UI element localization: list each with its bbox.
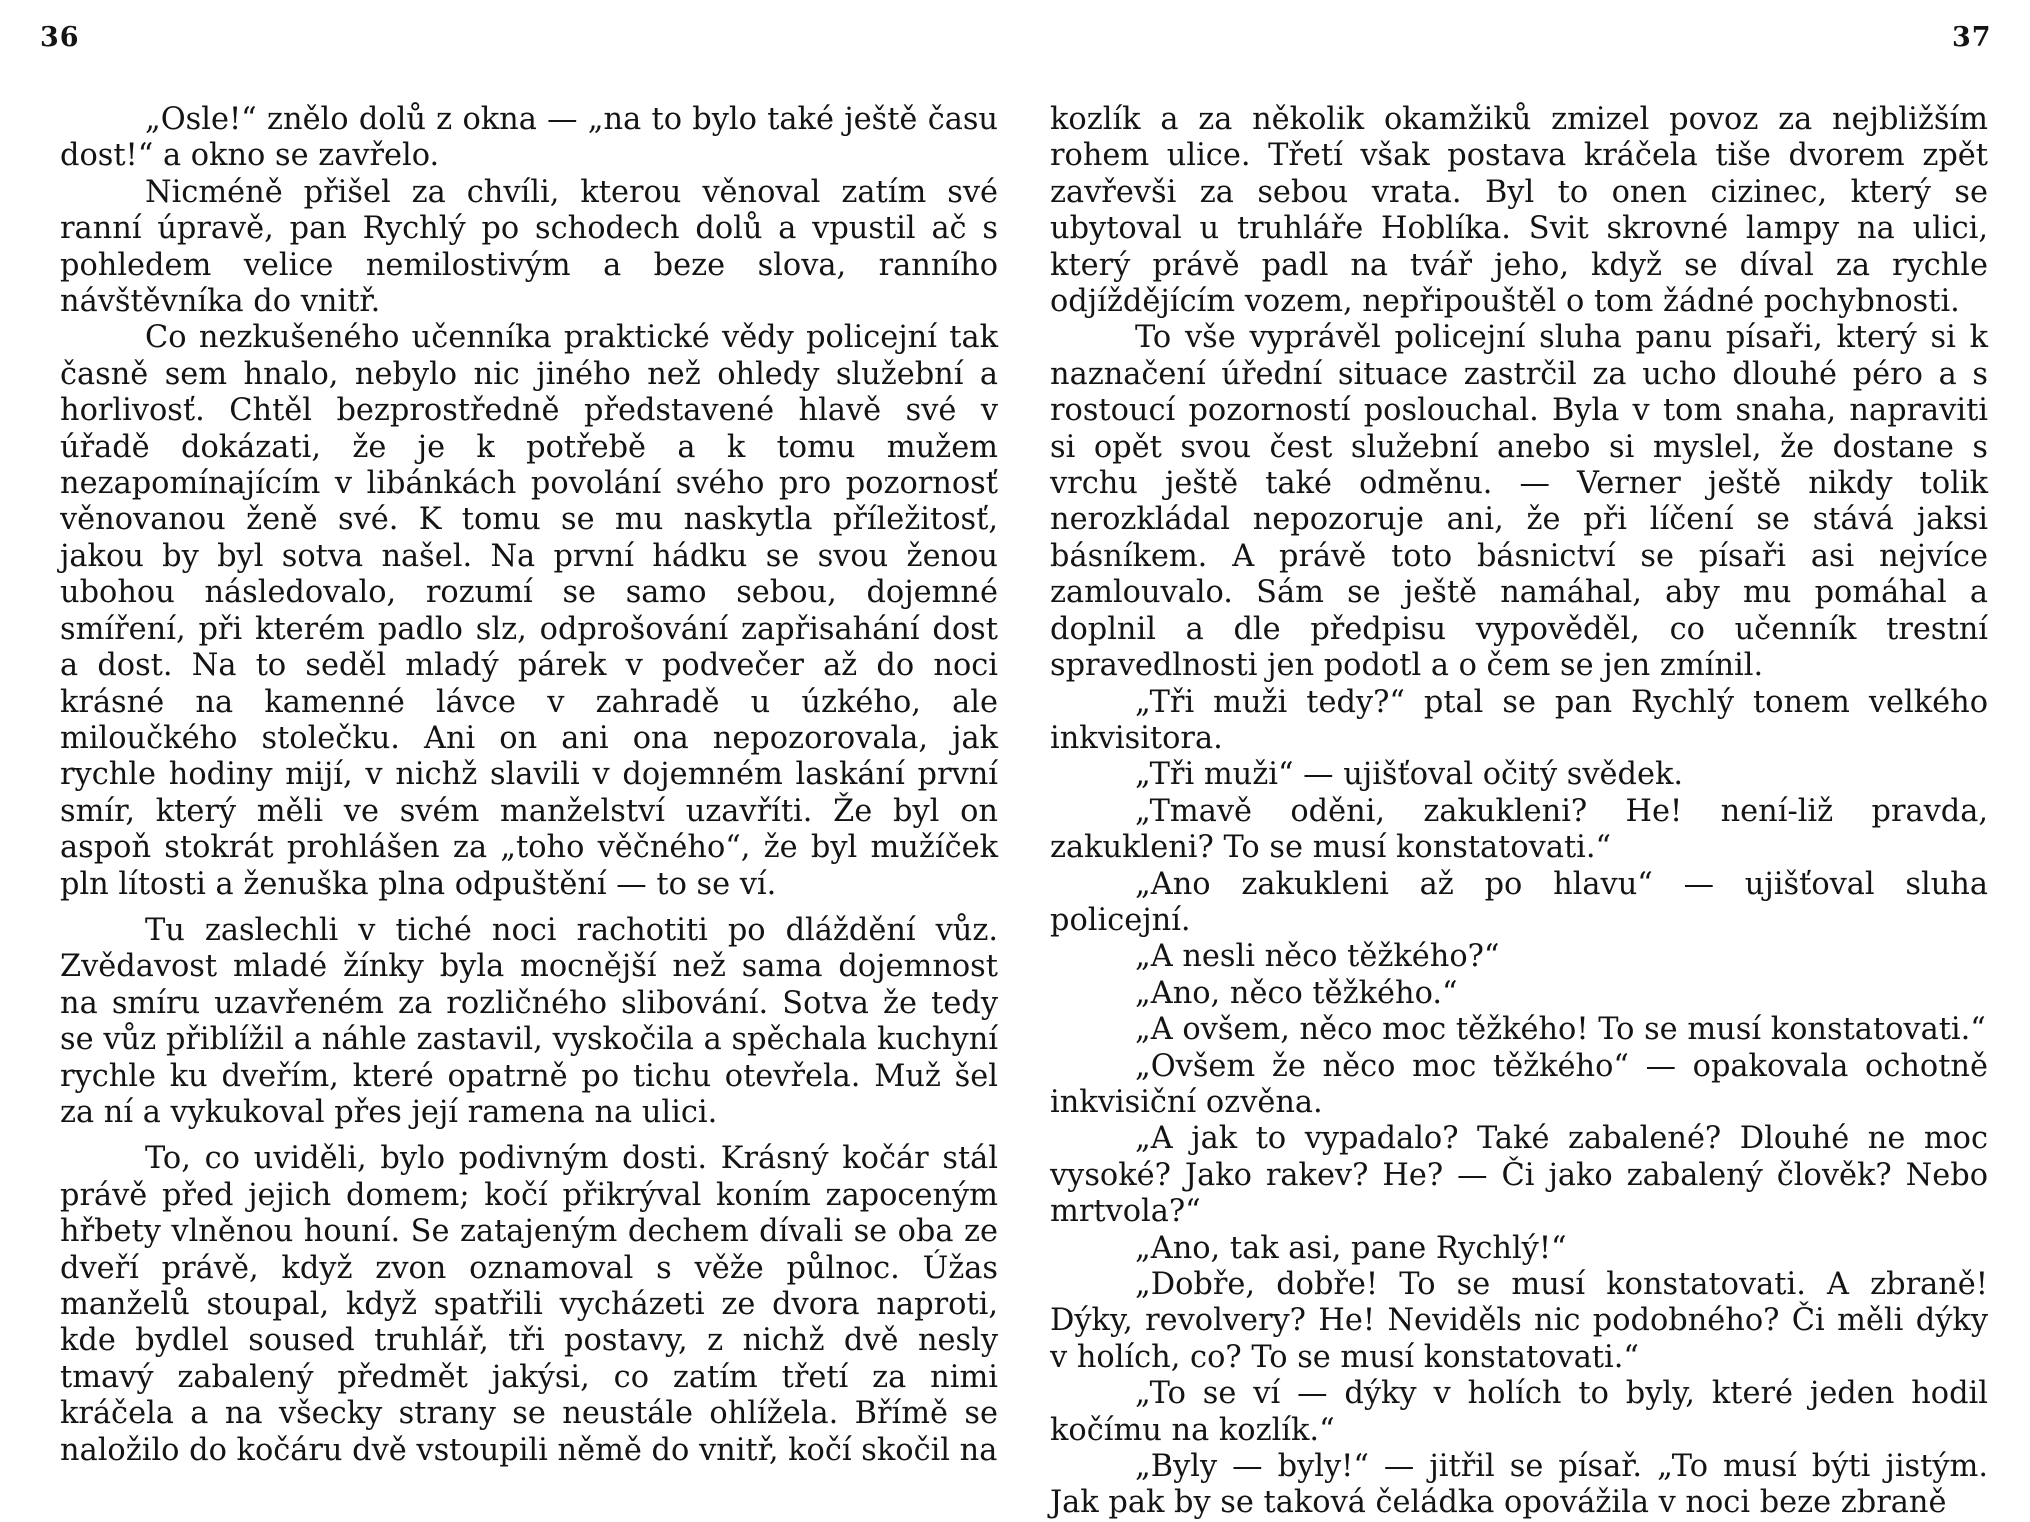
right-paragraph: „A nesli něco těžkého?“ bbox=[1135, 939, 1500, 975]
right-paragraph: „Ano, něco těžkého.“ bbox=[1135, 975, 1458, 1011]
right-paragraph: „To se ví — dýky v holích to byly, které jeden hodil kočímu na kozlík.“ bbox=[1050, 1376, 1988, 1448]
right-paragraph: „Ovšem že něco moc těžkého“ — opakovala ochotně inkvisiční ozvěna. bbox=[1050, 1048, 1988, 1120]
left-paragraph: Tu zaslechli v tiché noci rachotiti po dláždění vůz. Zvědavost mladé žínky byla mocnější než sama dojemnost na smíru uzavřeném za rozličného slibování. Sotva že tedy se vůz přiblížil a náhle zastavil, vyskočila a spěchala kuchyní rychle ku dveřím, které opatrně po tichu otevřela. Muž šel za ní a vykukoval přes její ramena na ulici. bbox=[60, 912, 998, 1130]
page-number-right: 37 bbox=[1952, 22, 1992, 53]
right-paragraph: „Tmavě oděni, zakukleni? He! není-liž pravda, zakukleni? To se musí konstatovati.“ bbox=[1050, 793, 1988, 866]
right-paragraph: „Tři muži“ — ujišťoval očitý svědek. bbox=[1135, 757, 1684, 793]
right-paragraph: „Dobře, dobře! To se musí konstatovati. A zbraně! Dýky, revolvery? He! Neviděls nic podobného? Či měli dýky v holích, co? To se musí konstatovati.“ bbox=[1050, 1267, 1988, 1375]
right-paragraph: To vše vyprávěl policejní sluha panu písaři, který si k naznačení úřední situace zastrčil za ucho dlouhé péro a s rostoucí pozorností poslouchal. Byla v tom snaha, napraviti si opět svou čest služební anebo si myslel, že dostane s vrchu ještě také odměnu. — Verner ještě nikdy tolik nerozkládal nepozoruje ani, že při líčení se stává jaksi básníkem. A právě toto básnictví se písaři asi nejvíce zamlouvalo. Sám se ještě namáhal, aby mu pomáhal a doplnil a dle předpisu vypověděl, co učenník trestní spravedlnosti jen podotl a o čem se jen zmínil. bbox=[1050, 320, 1988, 684]
right-page-text bbox=[1050, 102, 1988, 1522]
left-paragraph: Nicméně přišel za chvíli, kterou věnoval zatím své ranní úpravě, pan Rychlý po schodech dolů a vpustil ač s pohledem velice nemilostivým a beze slova, ranního návštěvníka do vnitř. bbox=[60, 174, 998, 320]
left-paragraph: „Osle!“ znělo dolů z okna — „na to bylo také ještě času dost!“ a okno se zavřelo. bbox=[60, 102, 998, 174]
left-page-text bbox=[60, 102, 998, 1469]
right-paragraph: „Ano zakukleni až po hlavu“ — ujišťoval sluha policejní. bbox=[1050, 866, 1988, 938]
right-paragraph: „Ano, tak asi, pane Rychlý!“ bbox=[1135, 1230, 1567, 1266]
right-paragraph: „Tři muži tedy?“ ptal se pan Rychlý tonem velkého inkvisitora. bbox=[1050, 684, 1988, 756]
left-paragraph: To, co uviděli, bylo podivným dosti. Krásný kočár stál právě před jejich domem; kočí přikrýval koním zapoceným hřbety vlněnou houní. Se zatajeným dechem dívali se oba ze dveří právě, když zvon oznamoval s věže půlnoc. Úžas manželů stoupal, když spatřili vycházeti ze dvora naproti, kde bydlel soused truhlář, tři postavy, z nichž dvě nesly tmavý zabalený předmět jakýsi, co zatím třetí za nimi kráčela a na všecky strany se neustále ohlížela. Břímě se naložilo do kočáru dvě vstoupili němě do vnitř, kočí skočil na bbox=[60, 1141, 998, 1468]
right-paragraph: „A jak to vypadalo? Také zabalené? Dlouhé ne moc vysoké? Jako rakev? He? — Či jako zabalený člověk? Nebo mrtvola?“ bbox=[1050, 1121, 1988, 1230]
left-paragraph: Co nezkušeného učenníka praktické vědy policejní tak časně sem hnalo, nebylo nic jiného než ohledy služební a horlivosť. Chtěl bezprostředně představené hlavě své v úřadě dokázati, že je k potřebě a k tomu mužem nezapomínajícím v libánkách povolání svého pro pozornosť věnovanou ženě své. K tomu se mu naskytla příležitosť, jakou by byl sotva našel. Na první hádku se svou ženou ubohou následovalo, rozumí se samo sebou, dojemné smíření, při kterém padlo slz, odprošování zapřisahání dost a dost. Na to seděl mladý párek v podvečer až do noci krásné na kamenné lávce v zahradě u úzkého, ale miloučkého stolečku. Ani on ani ona nepozorovala, jak rychle hodiny mijí, v nichž slavili v dojemném laskání první smír, který měli ve svém manželství uzavříti. Že byl on aspoň stokrát prohlášen za „toho věčného“, že byl mužíček pln lítosti a ženuška plna odpuštění — to se ví. bbox=[60, 320, 998, 902]
right-paragraph: kozlík a za několik okamžiků zmizel povoz za nejbližším rohem ulice. Třetí však postava kráčela tiše dvorem zpět zavřevši za sebou vrata. Byl to onen cizinec, který se ubytoval u truhláře Hoblíka. Svit skrovné lampy na ulici, který právě padl na tvář jeho, když se díval za rychle odjíždějícím vozem, nepřipouštěl o tom žádné pochybnosti. bbox=[1050, 102, 1988, 320]
right-paragraph: „A ovšem, něco moc těžkého! To se musí konstatovati.“ bbox=[1135, 1012, 1986, 1048]
right-paragraph: „Byly — byly!“ — jitřil se písař. „To musí býti jistým. Jak pak by se taková čeládka opovážila v noci beze zbraně bbox=[1050, 1449, 1988, 1521]
page-number-left: 36 bbox=[40, 22, 80, 53]
